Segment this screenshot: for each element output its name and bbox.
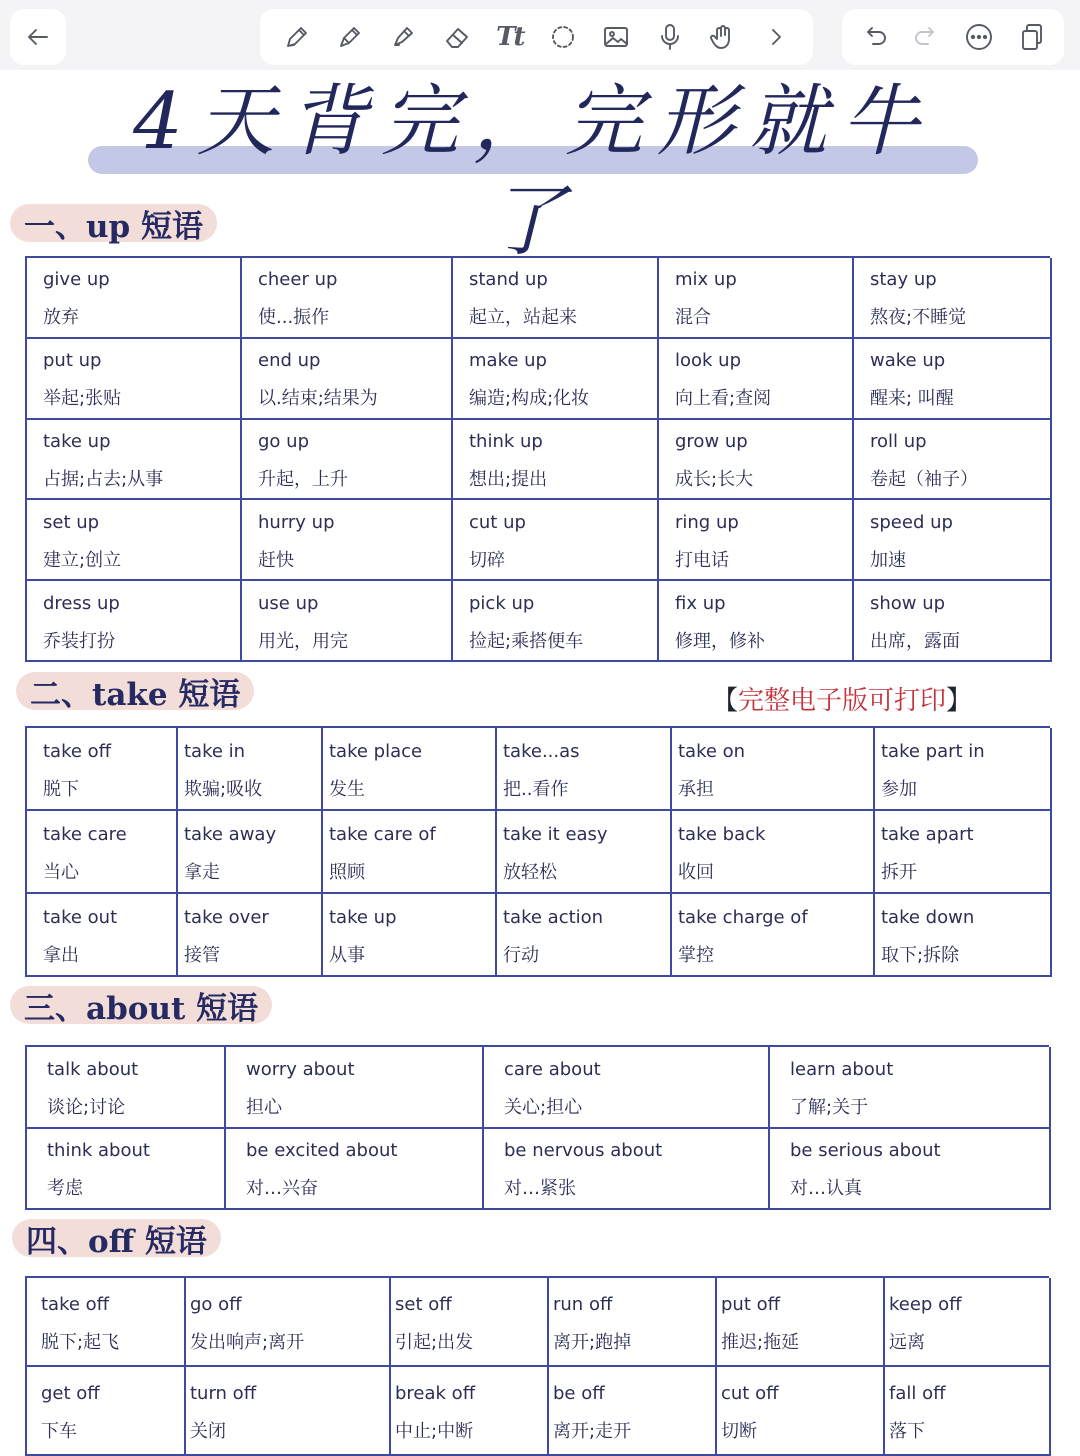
undo-icon[interactable]: [856, 19, 892, 55]
back-button[interactable]: [10, 9, 66, 65]
section-header-off: 四、off 短语: [12, 1219, 221, 1257]
phrase-english: take up: [43, 431, 111, 452]
phrase-chinese: 担心: [246, 1096, 282, 1118]
phrase-cell: [659, 258, 854, 339]
phrase-cell: [27, 894, 178, 977]
microphone-icon[interactable]: [652, 19, 688, 55]
phrase-chinese: 考虑: [47, 1178, 83, 1200]
phrase-english: take part in: [881, 740, 985, 762]
phrase-english: ring up: [675, 511, 739, 533]
phrase-english: show up: [870, 592, 946, 614]
phrase-english: fall off: [889, 1382, 946, 1404]
phrase-chinese: 掌控: [678, 944, 714, 966]
phrase-cell: [242, 258, 453, 339]
phrase-chinese: 谈论;讨论: [47, 1096, 126, 1118]
phrase-english: learn about: [790, 1058, 894, 1080]
phrase-cell: [875, 811, 1052, 894]
phrase-english: cut up: [469, 511, 526, 533]
phrase-cell: [484, 1129, 770, 1211]
phrase-english: be excited about: [246, 1140, 398, 1162]
note-text: 完整电子版可打印: [738, 686, 947, 716]
phrase-cell: [497, 894, 672, 977]
phrase-cell: [27, 581, 242, 662]
note-bracket-left: 【: [712, 686, 739, 716]
text-tool-label: Tt: [496, 22, 524, 52]
phrase-english: take off: [43, 740, 112, 762]
phrase-cell: [27, 728, 178, 811]
phrase-english: give up: [43, 269, 110, 291]
phrase-english: stay up: [870, 269, 937, 291]
phrase-cell: [672, 728, 875, 811]
phrase-cell: [242, 420, 453, 501]
phrase-chinese: 切碎: [469, 549, 505, 571]
phrase-english: take...as: [503, 740, 580, 762]
phrase-cell: [854, 500, 1052, 581]
phrase-cell: [186, 1367, 391, 1456]
phrase-english: be serious about: [790, 1140, 941, 1162]
phrase-cell: [770, 1129, 1051, 1211]
phrase-cell: [242, 339, 453, 420]
phrase-chinese: 举起;张贴: [43, 388, 122, 410]
phrase-cell: [27, 1278, 186, 1367]
phrase-chinese: 醒来; 叫醒: [870, 388, 954, 410]
phrase-cell: [854, 581, 1052, 662]
phrase-english: take place: [329, 740, 423, 762]
phrase-english: take down: [881, 906, 975, 928]
phrase-english: think up: [469, 431, 543, 452]
phrase-english: mix up: [675, 269, 737, 291]
phrase-cell: [875, 894, 1052, 977]
phrase-cell: [717, 1278, 885, 1367]
phrase-english: care about: [504, 1058, 601, 1080]
phrase-chinese: 出席，露面: [870, 630, 960, 652]
table-up: [25, 256, 1050, 662]
phrase-cell: [27, 500, 242, 581]
phrase-chinese: 中止;中断: [395, 1420, 474, 1442]
phrase-chinese: 照顾: [329, 861, 365, 883]
phrase-chinese: 关闭: [190, 1420, 226, 1442]
phrase-cell: [672, 811, 875, 894]
section-header-up: 一、up 短语: [10, 204, 217, 242]
pen-icon[interactable]: [332, 19, 368, 55]
phrase-english: take apart: [881, 823, 974, 845]
phrase-cell: [242, 500, 453, 581]
phrase-cell: [27, 1129, 226, 1211]
phrase-cell: [27, 1367, 186, 1456]
phrase-chinese: 把..看作: [503, 778, 569, 800]
phrase-cell: [672, 894, 875, 977]
phrase-english: cut off: [721, 1382, 779, 1404]
phrase-chinese: 拿出: [43, 944, 79, 966]
phrase-english: worry about: [246, 1058, 355, 1080]
phrase-cell: [484, 1047, 770, 1129]
phrase-cell: [875, 728, 1052, 811]
eraser-icon[interactable]: [439, 19, 475, 55]
lasso-icon[interactable]: [545, 19, 581, 55]
phrase-cell: [453, 500, 659, 581]
phrase-cell: [27, 811, 178, 894]
phrase-cell: [453, 258, 659, 339]
phrase-english: look up: [675, 350, 742, 372]
phrase-english: wake up: [870, 350, 946, 372]
phrase-cell: [854, 339, 1052, 420]
phrase-english: make up: [469, 350, 547, 372]
phrase-chinese: 放轻松: [503, 861, 557, 883]
phrase-english: cheer up: [258, 269, 338, 291]
phrase-english: take action: [503, 906, 604, 928]
phrase-chinese: 用光，用完: [258, 630, 348, 652]
phrase-chinese: 接管: [184, 944, 220, 966]
document-actions: [842, 9, 1064, 65]
phrase-cell: [659, 500, 854, 581]
phrase-chinese: 取下;拆除: [881, 944, 960, 966]
highlighter-icon[interactable]: [385, 19, 421, 55]
phrase-cell: [453, 339, 659, 420]
phrase-chinese: 收回: [678, 861, 714, 883]
phrase-chinese: 脱下;起飞: [41, 1331, 120, 1353]
phrase-cell: [27, 1047, 226, 1129]
phrase-chinese: 下车: [41, 1420, 77, 1442]
phrase-chinese: 推迟;拖延: [721, 1331, 800, 1353]
phrase-cell: [226, 1129, 484, 1211]
section-header-take: 二、take 短语: [16, 672, 254, 710]
phrase-cell: [323, 728, 497, 811]
phrase-cell: [178, 894, 323, 977]
phrase-english: set up: [43, 511, 100, 533]
phrase-chinese: 对…认真: [790, 1178, 862, 1200]
phrase-cell: [453, 420, 659, 501]
phrase-english: think about: [47, 1140, 150, 1162]
phrase-english: take care of: [329, 823, 436, 845]
pencil-icon[interactable]: [279, 19, 315, 55]
phrase-english: take it easy: [503, 823, 608, 845]
phrase-cell: [497, 811, 672, 894]
image-icon[interactable]: [598, 19, 634, 55]
phrase-english: put up: [43, 350, 102, 372]
phrase-cell: [549, 1278, 717, 1367]
table-about: [25, 1045, 1049, 1210]
phrase-chinese: 想出;提出: [469, 469, 548, 490]
phrase-chinese: 熬夜;不睡觉: [870, 307, 967, 329]
phrase-english: grow up: [675, 431, 748, 452]
phrase-chinese: 乔装打扮: [43, 630, 115, 652]
phrase-english: get off: [41, 1382, 100, 1404]
table-take: [25, 726, 1050, 977]
redo-icon[interactable]: [909, 19, 945, 55]
phrase-english: go off: [190, 1293, 242, 1315]
phrase-cell: [27, 339, 242, 420]
phrase-cell: [885, 1367, 1051, 1456]
phrase-chinese: 脱下: [43, 778, 79, 800]
phrase-chinese: 承担: [678, 778, 714, 800]
phrase-cell: [178, 811, 323, 894]
phrase-chinese: 参加: [881, 778, 917, 800]
phrase-chinese: 远离: [889, 1331, 925, 1353]
phrase-chinese: 拆开: [881, 861, 917, 883]
phrase-cell: [770, 1047, 1051, 1129]
phrase-chinese: 离开;走开: [553, 1420, 632, 1442]
phrase-chinese: 混合: [675, 307, 711, 329]
phrase-chinese: 捡起;乘搭便车: [469, 630, 584, 652]
printable-note: [712, 680, 972, 717]
phrase-chinese: 行动: [503, 944, 539, 966]
phrase-cell: [497, 728, 672, 811]
toolbar: [0, 0, 1080, 70]
phrase-english: hurry up: [258, 511, 335, 533]
phrase-chinese: 起立，站起来: [469, 307, 577, 329]
phrase-chinese: 发生: [329, 778, 365, 800]
phrase-cell: [27, 258, 242, 339]
phrase-cell: [717, 1367, 885, 1456]
phrase-cell: [323, 811, 497, 894]
hand-icon[interactable]: [705, 19, 741, 55]
phrase-chinese: 放弃: [43, 307, 79, 329]
phrase-english: take on: [678, 740, 746, 762]
arrow-left-icon: [20, 19, 56, 55]
phrase-english: keep off: [889, 1293, 962, 1315]
phrase-english: roll up: [870, 431, 927, 452]
pages-icon[interactable]: [1014, 19, 1050, 55]
section-header-about: 三、about 短语: [10, 986, 272, 1024]
phrase-cell: [391, 1278, 549, 1367]
phrase-cell: [659, 339, 854, 420]
phrase-chinese: 落下: [889, 1420, 925, 1442]
phrase-chinese: 向上看;查阅: [675, 388, 772, 410]
phrase-chinese: 打电话: [675, 549, 729, 571]
phrase-cell: [854, 420, 1052, 501]
phrase-english: be off: [553, 1382, 605, 1404]
phrase-english: pick up: [469, 592, 535, 614]
phrase-cell: [323, 894, 497, 977]
phrase-chinese: 以.结束;结果为: [258, 388, 378, 410]
phrase-chinese: 卷起（袖子）: [870, 469, 978, 490]
more-icon[interactable]: [961, 19, 997, 55]
text-tool-icon[interactable]: [492, 19, 528, 55]
phrase-chinese: 切断: [721, 1420, 757, 1442]
phrase-cell: [27, 420, 242, 501]
phrase-english: dress up: [43, 592, 120, 614]
phrase-chinese: 编造;构成;化妆: [469, 388, 590, 410]
drawing-tools: [260, 9, 813, 65]
phrase-cell: [453, 581, 659, 662]
phrase-cell: [391, 1367, 549, 1456]
phrase-english: set off: [395, 1293, 452, 1315]
phrase-chinese: 升起，上升: [258, 469, 348, 490]
phrase-english: use up: [258, 592, 319, 614]
phrase-english: take off: [41, 1293, 110, 1315]
phrase-cell: [659, 420, 854, 501]
phrase-chinese: 关心;担心: [504, 1096, 583, 1118]
phrase-chinese: 赶快: [258, 549, 294, 571]
phrase-english: turn off: [190, 1382, 257, 1404]
phrase-english: take out: [43, 906, 118, 928]
phrase-chinese: 修理，修补: [675, 630, 765, 652]
phrase-chinese: 从事: [329, 944, 365, 966]
chevron-right-icon[interactable]: [758, 19, 794, 55]
phrase-english: take up: [329, 906, 397, 928]
phrase-chinese: 了解;关于: [790, 1096, 869, 1118]
phrase-english: take in: [184, 740, 246, 762]
phrase-cell: [659, 581, 854, 662]
phrase-chinese: 欺骗;吸收: [184, 778, 263, 800]
phrase-chinese: 成长;长大: [675, 469, 754, 490]
phrase-chinese: 对…兴奋: [246, 1178, 318, 1200]
phrase-english: talk about: [47, 1058, 139, 1080]
phrase-english: take charge of: [678, 906, 808, 928]
phrase-english: take away: [184, 823, 277, 845]
phrase-english: take back: [678, 823, 766, 845]
phrase-cell: [885, 1278, 1051, 1367]
phrase-chinese: 发出响声;离开: [190, 1331, 305, 1353]
phrase-cell: [186, 1278, 391, 1367]
phrase-chinese: 加速: [870, 549, 906, 571]
phrase-english: be nervous about: [504, 1140, 663, 1162]
phrase-english: stand up: [469, 269, 548, 291]
phrase-cell: [854, 258, 1052, 339]
phrase-cell: [549, 1367, 717, 1456]
phrase-english: go up: [258, 431, 309, 452]
phrase-english: put off: [721, 1293, 781, 1315]
phrase-chinese: 对…紧张: [504, 1178, 576, 1200]
phrase-chinese: 建立;创立: [43, 549, 122, 571]
phrase-cell: [242, 581, 453, 662]
phrase-english: break off: [395, 1382, 476, 1404]
table-off: [25, 1276, 1049, 1456]
phrase-chinese: 引起;出发: [395, 1331, 474, 1353]
phrase-english: take care: [43, 823, 127, 845]
phrase-english: run off: [553, 1293, 613, 1315]
phrase-chinese: 离开;跑掉: [553, 1331, 632, 1353]
phrase-chinese: 占据;占去;从事: [43, 469, 164, 490]
phrase-cell: [226, 1047, 484, 1129]
phrase-chinese: 拿走: [184, 861, 220, 883]
phrase-cell: [178, 728, 323, 811]
phrase-english: fix up: [675, 592, 726, 614]
page-title: 4天背完，完形就牛了: [133, 77, 933, 267]
phrase-english: take over: [184, 906, 269, 928]
phrase-chinese: 使...振作: [258, 307, 330, 329]
phrase-english: end up: [258, 350, 321, 372]
phrase-english: speed up: [870, 511, 953, 533]
phrase-chinese: 当心: [43, 861, 79, 883]
note-bracket-right: 】: [946, 686, 973, 716]
